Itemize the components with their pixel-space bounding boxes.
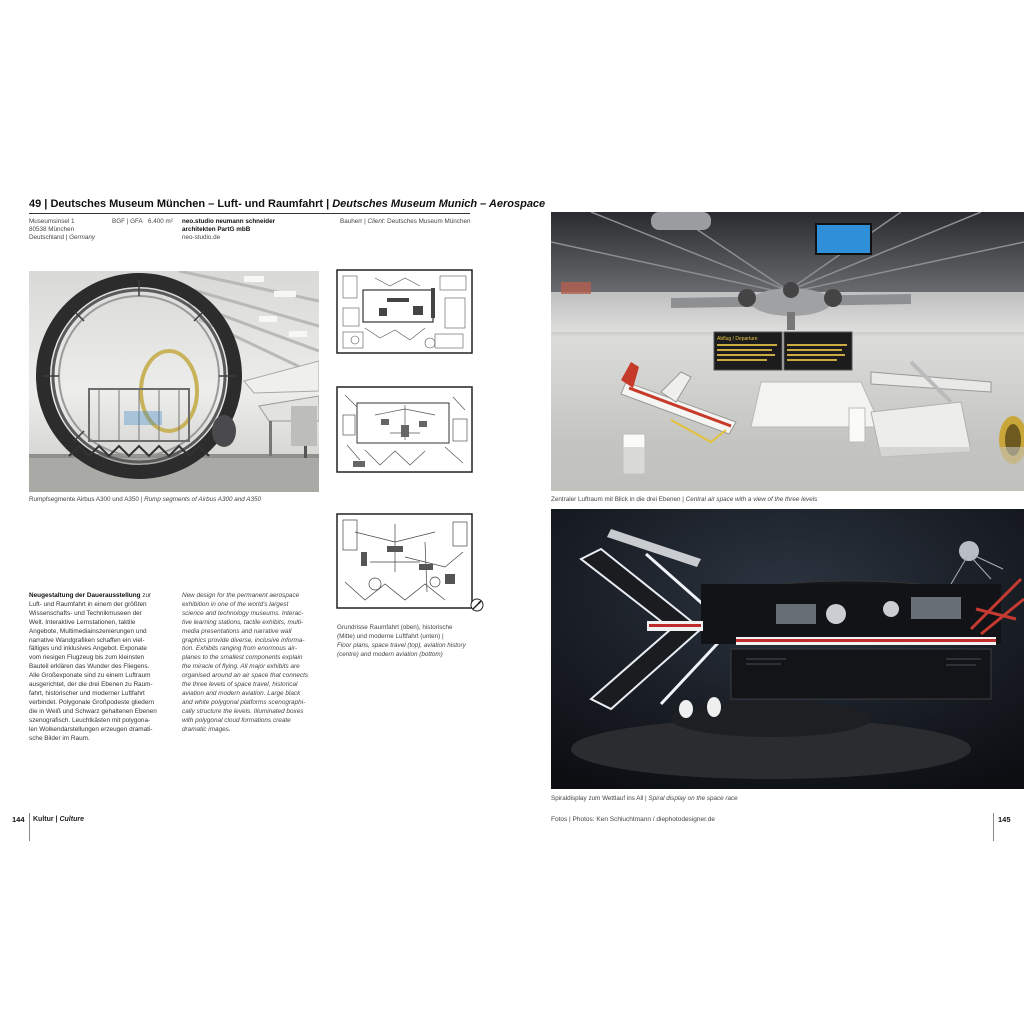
north-arrow-icon xyxy=(470,598,484,612)
client-label: Bauherr | xyxy=(340,218,368,225)
body-line: Bauteil erklären das Wunder des Fliegens. xyxy=(29,663,150,671)
caption-line-en: (centre) and modern aviation (bottom) xyxy=(337,650,443,658)
body-line: Wissenschafts- und Technikmuseen der xyxy=(29,609,142,617)
photo-spiral-display xyxy=(551,509,1024,789)
body-line-en: exhibition in one of the world's largest xyxy=(182,600,289,608)
floor-plan-space-travel xyxy=(335,268,474,355)
body-line-en: the miracle of flying. All major exhibits are xyxy=(182,663,300,671)
title-rule xyxy=(29,213,470,214)
address-line: Museumsinsel 1 xyxy=(29,218,75,225)
body-line: len Wolkendarstellungen erzeugen dramati- xyxy=(29,725,153,733)
photo-credit: Fotos | Photos: Ken Schluchtmann / diephotodesigner.de xyxy=(551,816,715,823)
architect-web: neo-studio.de xyxy=(182,234,221,241)
body-line-en: organised around an air space that connects xyxy=(182,672,309,680)
architect-block xyxy=(182,218,275,242)
caption-de: Rumpfsegmente Airbus A300 und A350 | xyxy=(29,496,145,503)
body-line-en: cally structure the levels. Illuminated boxes xyxy=(182,707,304,715)
area-block xyxy=(112,218,173,226)
caption-en: Rump segments of Airbus A300 and A350 xyxy=(144,496,261,503)
body-line: fältiges und inklusives Angebot. Exponate xyxy=(29,645,147,653)
body-line-en: planes to the smallest components explain xyxy=(182,654,303,662)
body-line: Alle Großexponate sind zu einem Luftraum xyxy=(29,672,151,680)
section-de: Kultur | xyxy=(33,816,60,823)
architect-name: architekten PartG mbB xyxy=(182,226,251,233)
body-line-en: aviation and modern aviation. Large black xyxy=(182,689,301,697)
article-number: 49 xyxy=(29,198,42,210)
body-text-en xyxy=(182,592,308,735)
caption-spiral-display xyxy=(551,795,738,802)
caption-central-air-space xyxy=(551,496,817,503)
footer-divider-right xyxy=(993,813,994,841)
body-line: die in Weiß und Schwarz gehaltenen Ebenen xyxy=(29,707,157,715)
body-line-en: and white polygonal platforms scenographi- xyxy=(182,698,306,706)
address-block xyxy=(29,218,95,242)
client-value: : Deutsches Museum München xyxy=(383,218,471,225)
body-lead: Neugestaltung der Dauerausstellung xyxy=(29,592,141,599)
caption-fuselage xyxy=(29,496,261,503)
caption-de: Zentraler Luftraum mit Blick in die drei Ebenen | xyxy=(551,496,686,503)
page-number-right: 145 xyxy=(998,815,1011,824)
caption-en: Central air space with a view of the three levels xyxy=(685,496,818,503)
caption-line: Grundrisse Raumfahrt (oben), historische xyxy=(337,624,453,631)
body-line-en: graphics provide diverse, inclusive informa- xyxy=(182,636,305,644)
body-line-en: science and technology museums. Interac- xyxy=(182,609,304,617)
footer-divider-left xyxy=(29,813,30,841)
caption-en: Spiral display on the space race xyxy=(648,795,738,802)
body-line-en: with polygonal cloud formations create xyxy=(182,716,291,724)
photo-central-air-space xyxy=(551,212,1024,491)
client-block xyxy=(340,218,470,226)
client-label-en: Client xyxy=(367,218,384,225)
body-line-en: New design for the permanent aerospace xyxy=(182,592,300,599)
body-line: fahrt, historischer und moderner Luftfahrt xyxy=(29,689,145,697)
title-de: Deutsches Museum München – Luft- und Raumfahrt xyxy=(50,198,324,210)
architect-name: neo.studio neumann schneider xyxy=(182,218,276,225)
section-label xyxy=(33,816,84,823)
body-line-en: the three levels of space travel, historical xyxy=(182,681,298,689)
page-number-left: 144 xyxy=(12,815,25,824)
body-line: sche Bilder im Raum. xyxy=(29,734,90,742)
area-label: BGF | GFA xyxy=(112,218,143,225)
floor-plan-aviation-history xyxy=(335,385,474,474)
photo-fuselage-segments xyxy=(29,271,319,492)
body-line: verbindet. Polygonale Großpodeste gliedern xyxy=(29,698,155,706)
body-text-de: Neugestaltung der Dauerausstellung zur Luft- und Raumfahrt in einem der größten Wissenschafts- und Technikmuseen der Welt. Interaktive Lernstationen, taktile Angebote, Multimediainszenierungen und narrative Wandgrafiken schaffen ein viel- fältiges und inklusives Angebot. Exponate vom riesigen Flugzeug bis zum kleinsten Bauteil erklären das Wunder des Fliegens. Alle Großexponate sind zu einem Luftraum ausgerichtet, der die drei Ebenen zu Raum- fahrt, historischer und moderner Luftfahrt verbindet. Polygonale Großpodeste gliedern die in Weiß und Schwarz gehaltenen Ebenen szenografisch. Leuchtkästen mit polygona- len Wolkendarstellungen erzeugen dramati- sche Bilder im Raum. xyxy=(29,592,157,742)
body-line: Welt. Interaktive Lernstationen, taktile xyxy=(29,618,136,626)
caption-line-en: Floor plans, space travel (top), aviation history xyxy=(337,641,466,649)
body-line: szenografisch. Leuchtkästen mit polygona- xyxy=(29,716,151,724)
title-en: Deutsches Museum Munich – Aerospace xyxy=(332,198,546,210)
section-en: Culture xyxy=(59,816,84,823)
address-line: 80538 München xyxy=(29,226,75,233)
body-line: Luft- und Raumfahrt in einem der größten xyxy=(29,600,147,608)
country-en: Germany xyxy=(69,234,96,241)
caption-line: (Mitte) und moderne Luftfahrt (unten) | xyxy=(337,632,444,640)
body-line: narrative Wandgrafiken schaffen ein viel- xyxy=(29,636,145,644)
body-line: ausgerichtet, der die drei Ebenen zu Raum- xyxy=(29,681,153,689)
caption-de: Spiraldisplay zum Wettlauf ins All | xyxy=(551,795,649,802)
address-line: Deutschland | xyxy=(29,234,70,241)
body-line: Angebote, Multimediainszenierungen und xyxy=(29,627,147,635)
floor-plan-modern-aviation xyxy=(335,512,474,610)
area-value: 6.400 m² xyxy=(147,218,173,225)
departure-board-label: Abflug / Departure xyxy=(717,336,758,342)
body-line-en: tive learning stations, tactile exhibits, multi- xyxy=(182,618,304,626)
article-title: 49 | Deutsches Museum München – Luft- und Raumfahrt | Deutsches Museum Munich – Aerospace xyxy=(29,198,546,210)
body-line-en: tion. Exhibits ranging from enormous air- xyxy=(182,645,297,653)
body-line-en: dramatic images. xyxy=(182,725,231,733)
body-line-en: media presentations and narrative wall xyxy=(182,627,292,635)
body-line: vom riesigen Flugzeug bis zum kleinsten xyxy=(29,654,145,662)
caption-floor-plans xyxy=(337,624,466,660)
